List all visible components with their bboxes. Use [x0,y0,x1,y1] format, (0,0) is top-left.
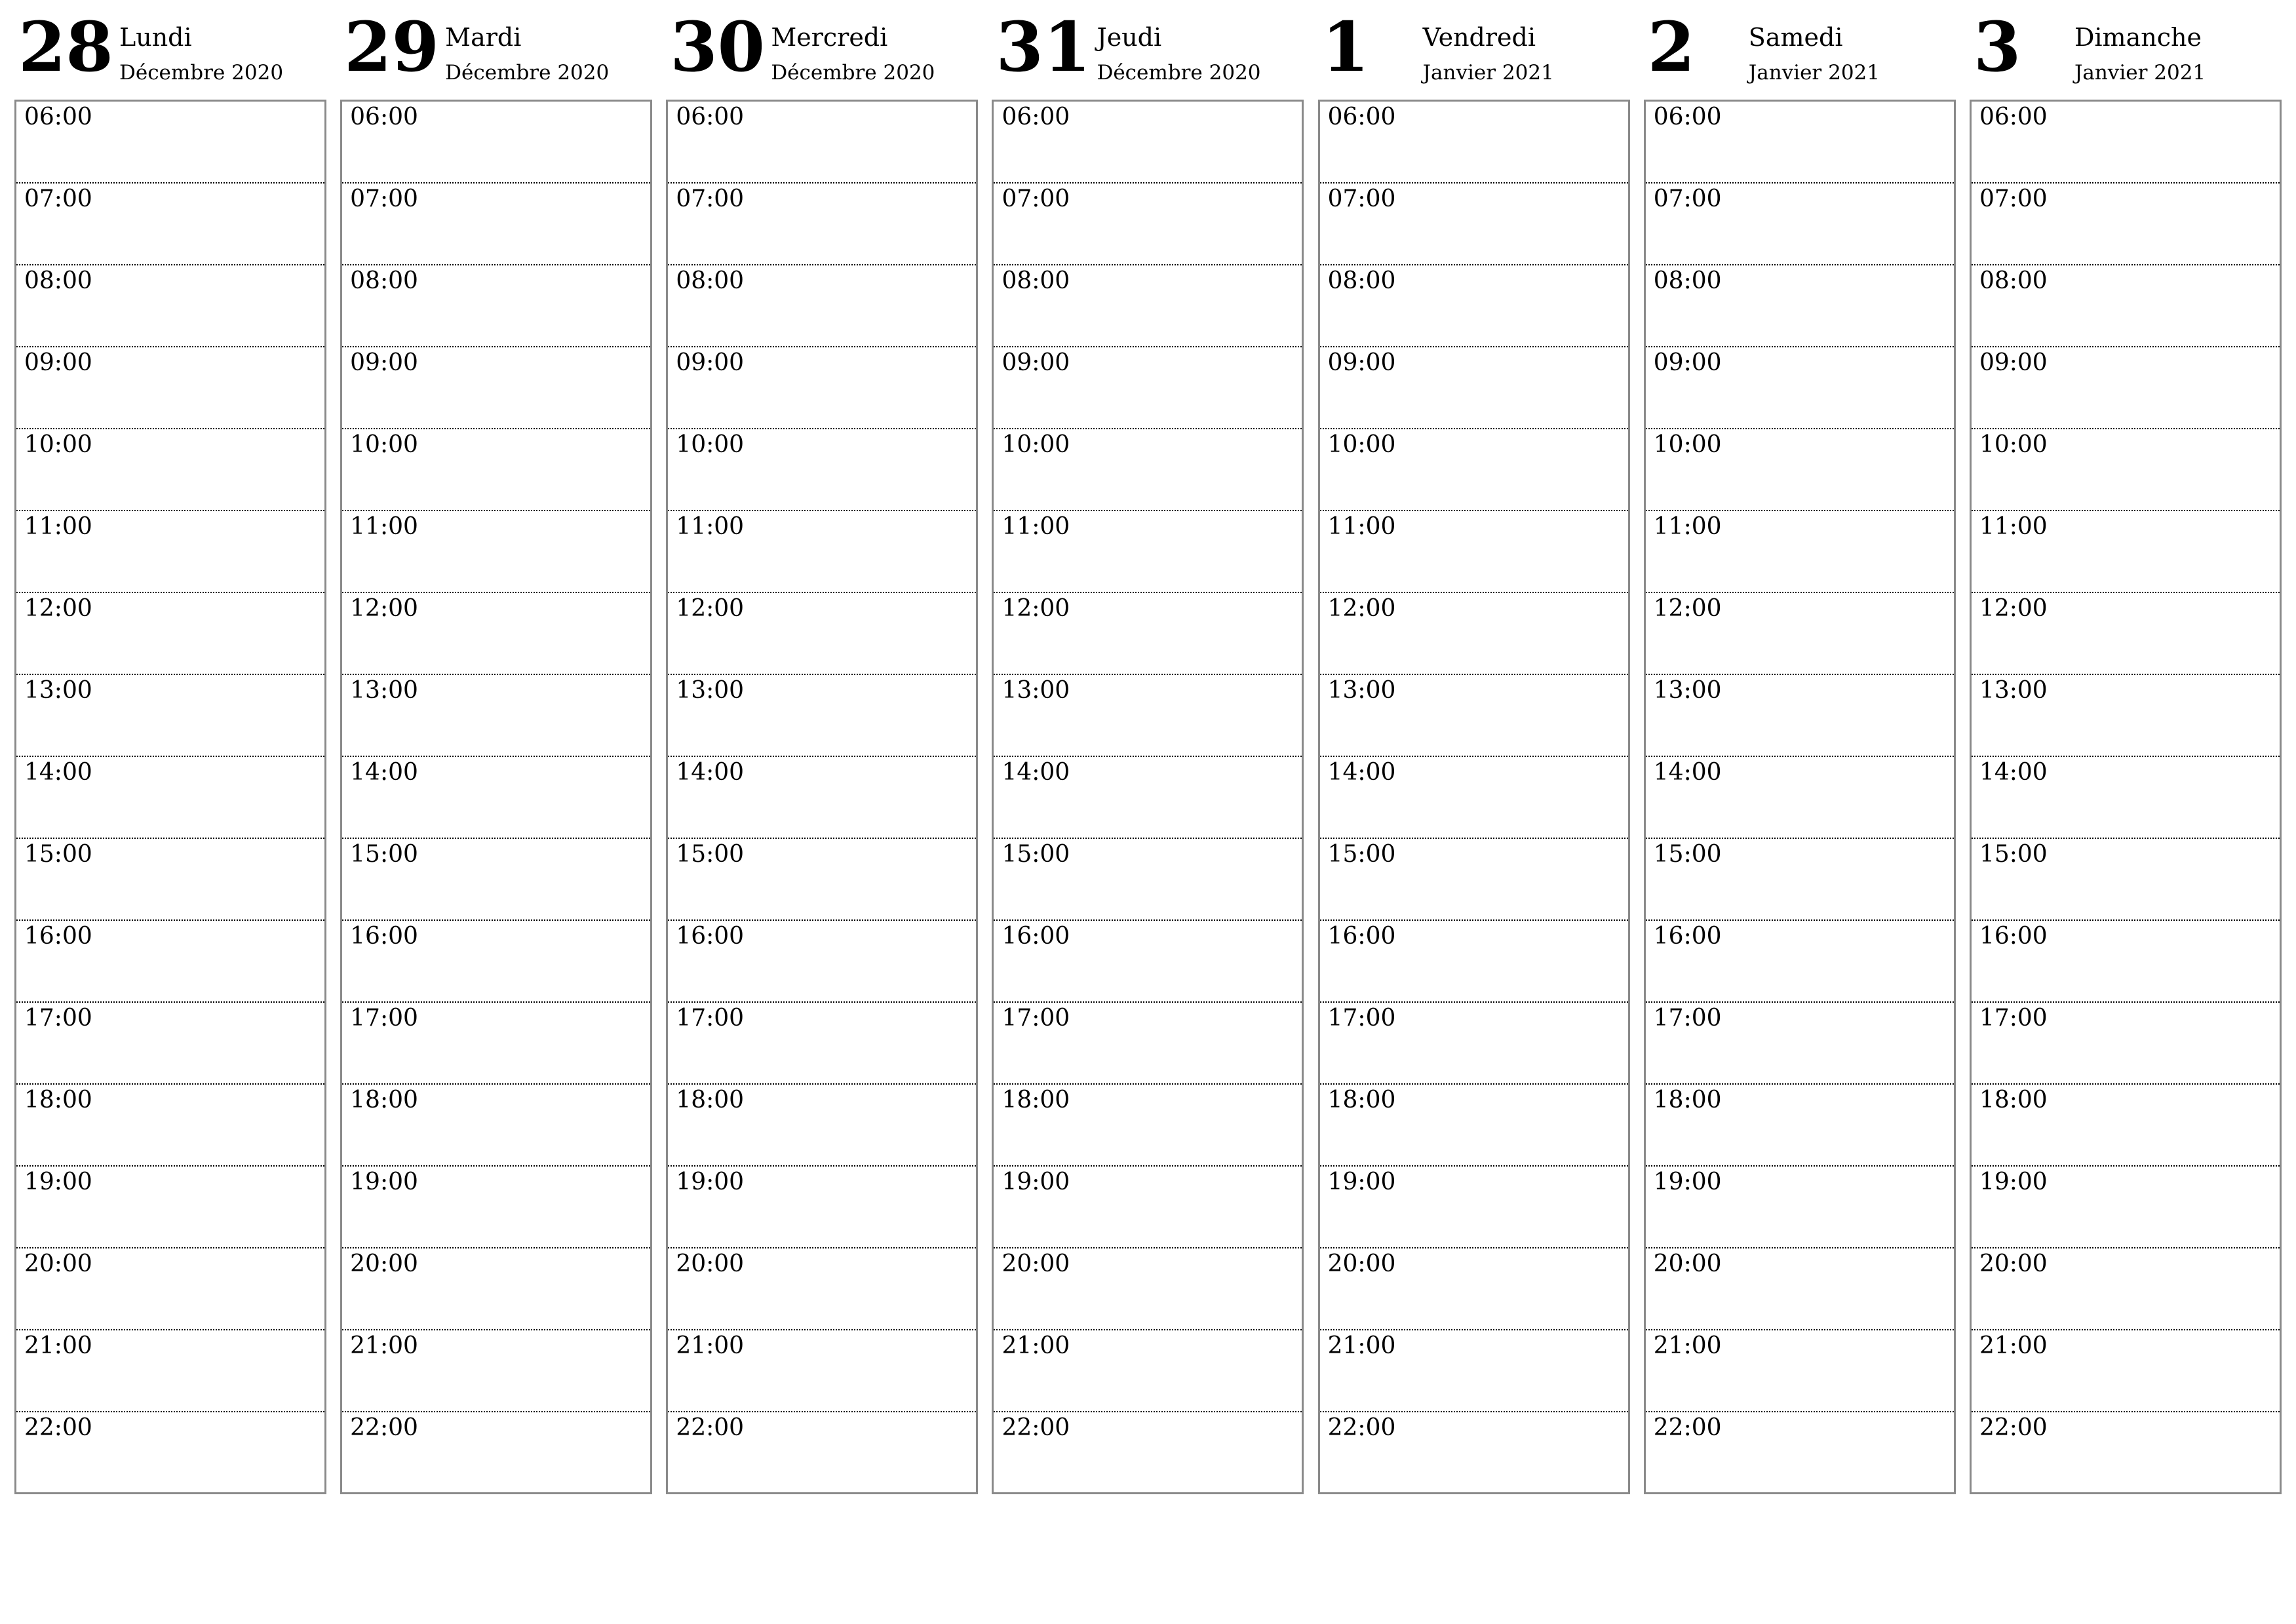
day-number: 30 [670,7,766,87]
hour-slot[interactable] [994,757,1302,839]
hour-slot[interactable] [994,1003,1302,1085]
hour-slot[interactable] [668,1330,976,1412]
hour-label: 06:00 [350,104,418,130]
hour-label: 11:00 [676,513,745,540]
hour-slot[interactable] [668,429,976,511]
hour-slot[interactable] [342,347,650,429]
hour-slot[interactable] [668,102,976,184]
day-column [666,0,978,1494]
day-name: Dimanche [2074,23,2202,52]
hour-slot[interactable] [668,511,976,593]
hour-slot[interactable] [668,1085,976,1167]
hour-slot[interactable] [1646,757,1954,839]
hour-label: 13:00 [1002,677,1070,704]
hour-label: 11:00 [1002,513,1070,540]
hour-label: 19:00 [1653,1169,1722,1195]
hour-slot[interactable] [16,839,324,921]
hour-slot[interactable] [1320,511,1628,593]
hour-slot[interactable] [668,921,976,1003]
hour-label: 15:00 [676,841,745,868]
hour-label: 20:00 [1979,1250,2048,1277]
hour-label: 09:00 [24,349,92,376]
hour-label: 11:00 [350,513,418,540]
hour-label: 06:00 [1002,104,1070,130]
hour-slot[interactable] [16,593,324,675]
month-year: Décembre 2020 [771,61,935,85]
hour-slot[interactable] [1646,1412,1954,1494]
hour-slot[interactable] [1646,675,1954,757]
day-header [14,0,326,100]
hour-label: 14:00 [350,759,418,786]
hour-label: 15:00 [1979,841,2048,868]
hour-slot[interactable] [994,921,1302,1003]
day-name: Mercredi [771,23,888,52]
hour-slot[interactable] [16,347,324,429]
hour-slot[interactable] [1646,102,1954,184]
hour-slot[interactable] [1646,1330,1954,1412]
hours-box [14,100,326,1494]
hour-slot[interactable] [994,593,1302,675]
hour-label: 11:00 [24,513,92,540]
hour-label: 19:00 [350,1169,418,1195]
hour-slot[interactable] [1972,1330,2280,1412]
day-column [14,0,326,1494]
hour-slot[interactable] [1646,839,1954,921]
hour-slot[interactable] [1320,1085,1628,1167]
hour-slot[interactable] [668,184,976,265]
hour-label: 21:00 [24,1332,92,1359]
day-name: Jeudi [1097,23,1162,52]
hour-slot[interactable] [668,1167,976,1248]
hour-slot[interactable] [16,1330,324,1412]
hour-label: 15:00 [1327,841,1396,868]
hour-slot[interactable] [1646,1003,1954,1085]
hour-label: 13:00 [1327,677,1396,704]
hour-slot[interactable] [668,593,976,675]
hour-slot[interactable] [1972,1167,2280,1248]
hour-label: 14:00 [1002,759,1070,786]
day-number: 29 [344,7,439,87]
hour-slot[interactable] [1646,511,1954,593]
hour-label: 06:00 [1653,104,1722,130]
hour-label: 07:00 [1653,185,1722,212]
hours-box [666,100,978,1494]
day-column [992,0,1304,1494]
hour-slot[interactable] [994,1167,1302,1248]
hour-label: 15:00 [1002,841,1070,868]
hours-box [1644,100,1956,1494]
hour-label: 09:00 [1002,349,1070,376]
hour-slot[interactable] [668,265,976,347]
day-header [1644,0,1956,100]
hour-label: 18:00 [1327,1087,1396,1113]
month-year: Décembre 2020 [1097,61,1261,85]
hour-label: 21:00 [1653,1332,1722,1359]
hour-slot[interactable] [342,839,650,921]
day-number: 2 [1647,7,1696,87]
hour-slot[interactable] [342,184,650,265]
hour-slot[interactable] [994,265,1302,347]
hour-slot[interactable] [1972,1085,2280,1167]
hour-label: 22:00 [24,1414,92,1441]
hour-label: 11:00 [1653,513,1722,540]
hour-slot[interactable] [342,1003,650,1085]
hour-label: 22:00 [1002,1414,1070,1441]
hour-label: 06:00 [24,104,92,130]
hour-slot[interactable] [16,1248,324,1330]
hour-label: 17:00 [1327,1005,1396,1032]
hour-slot[interactable] [1972,511,2280,593]
hour-slot[interactable] [1320,102,1628,184]
month-year: Décembre 2020 [445,61,610,85]
hour-label: 21:00 [1327,1332,1396,1359]
hour-slot[interactable] [1320,347,1628,429]
day-name: Mardi [445,23,522,52]
hour-slot[interactable] [1646,184,1954,265]
hour-slot[interactable] [994,1330,1302,1412]
day-header [666,0,978,100]
hour-label: 16:00 [1979,923,2048,950]
hour-slot[interactable] [1320,429,1628,511]
hour-label: 17:00 [1979,1005,2048,1032]
hour-label: 11:00 [1979,513,2048,540]
hour-label: 10:00 [676,431,745,458]
hour-label: 09:00 [1653,349,1722,376]
hour-label: 18:00 [24,1087,92,1113]
hours-box [340,100,652,1494]
hour-slot[interactable] [994,839,1302,921]
hour-label: 09:00 [676,349,745,376]
day-header [340,0,652,100]
hour-label: 08:00 [1327,267,1396,294]
hour-label: 21:00 [1979,1332,2048,1359]
hour-slot[interactable] [342,1167,650,1248]
hour-label: 16:00 [24,923,92,950]
hour-slot[interactable] [1972,184,2280,265]
hour-label: 14:00 [1979,759,2048,786]
hour-label: 22:00 [676,1414,745,1441]
hour-label: 19:00 [24,1169,92,1195]
hour-label: 13:00 [24,677,92,704]
hour-slot[interactable] [994,1412,1302,1494]
hour-label: 10:00 [1979,431,2048,458]
hour-slot[interactable] [1972,265,2280,347]
hour-slot[interactable] [994,1085,1302,1167]
hour-label: 08:00 [24,267,92,294]
hour-slot[interactable] [1320,757,1628,839]
hours-box [992,100,1304,1494]
hour-slot[interactable] [1320,1412,1628,1494]
hour-label: 14:00 [1653,759,1722,786]
hour-slot[interactable] [668,675,976,757]
weekly-planner [14,0,2282,1494]
hour-label: 14:00 [24,759,92,786]
hour-label: 12:00 [1327,595,1396,622]
hour-slot[interactable] [1646,429,1954,511]
hour-slot[interactable] [1646,1167,1954,1248]
hour-label: 18:00 [1979,1087,2048,1113]
hour-label: 17:00 [676,1005,745,1032]
hour-label: 08:00 [1979,267,2048,294]
hour-label: 13:00 [1979,677,2048,704]
day-column [1318,0,1630,1494]
hour-label: 20:00 [1327,1250,1396,1277]
hour-slot[interactable] [1646,921,1954,1003]
hour-label: 16:00 [1653,923,1722,950]
hour-slot[interactable] [1646,1085,1954,1167]
hour-label: 06:00 [1327,104,1396,130]
hour-slot[interactable] [1320,839,1628,921]
day-name: Lundi [119,23,192,52]
hour-slot[interactable] [1972,675,2280,757]
hour-slot[interactable] [342,429,650,511]
hour-label: 10:00 [24,431,92,458]
hour-label: 14:00 [1327,759,1396,786]
day-header [992,0,1304,100]
hour-slot[interactable] [16,757,324,839]
hour-slot[interactable] [668,757,976,839]
hour-slot[interactable] [16,1085,324,1167]
hour-label: 12:00 [1979,595,2048,622]
hour-label: 16:00 [1327,923,1396,950]
hour-slot[interactable] [1972,921,2280,1003]
hour-label: 07:00 [24,185,92,212]
hour-slot[interactable] [342,757,650,839]
hour-slot[interactable] [1972,1003,2280,1085]
hour-label: 07:00 [1979,185,2048,212]
hour-label: 22:00 [1653,1414,1722,1441]
hour-label: 15:00 [24,841,92,868]
month-year: Décembre 2020 [119,61,284,85]
hour-label: 06:00 [676,104,745,130]
hour-slot[interactable] [994,429,1302,511]
hour-label: 09:00 [350,349,418,376]
hour-label: 20:00 [350,1250,418,1277]
hour-slot[interactable] [16,429,324,511]
hour-slot[interactable] [342,921,650,1003]
hour-slot[interactable] [1972,429,2280,511]
hour-label: 16:00 [676,923,745,950]
hour-label: 18:00 [1002,1087,1070,1113]
hour-slot[interactable] [1320,1330,1628,1412]
hour-label: 22:00 [1979,1414,2048,1441]
hour-label: 22:00 [350,1414,418,1441]
month-year: Janvier 2021 [1422,61,1554,85]
hour-slot[interactable] [1972,347,2280,429]
hour-slot[interactable] [1972,1412,2280,1494]
hour-slot[interactable] [1320,1248,1628,1330]
day-column [1644,0,1956,1494]
hour-label: 13:00 [676,677,745,704]
hour-slot[interactable] [342,511,650,593]
hour-slot[interactable] [994,347,1302,429]
hour-label: 07:00 [350,185,418,212]
hour-label: 18:00 [350,1087,418,1113]
month-year: Janvier 2021 [2074,61,2206,85]
hour-slot[interactable] [1320,1003,1628,1085]
hour-label: 07:00 [1002,185,1070,212]
hour-label: 18:00 [676,1087,745,1113]
hour-slot[interactable] [1972,102,2280,184]
hour-slot[interactable] [1972,839,2280,921]
hour-slot[interactable] [994,675,1302,757]
hour-label: 08:00 [1002,267,1070,294]
hour-label: 12:00 [1002,595,1070,622]
hour-slot[interactable] [16,102,324,184]
hour-slot[interactable] [668,839,976,921]
hour-slot[interactable] [342,1248,650,1330]
hour-label: 16:00 [1002,923,1070,950]
month-year: Janvier 2021 [1748,61,1880,85]
hour-label: 17:00 [350,1005,418,1032]
day-number: 1 [1321,7,1369,87]
hour-slot[interactable] [994,184,1302,265]
hour-label: 19:00 [1327,1169,1396,1195]
hour-label: 21:00 [1002,1332,1070,1359]
hour-slot[interactable] [16,921,324,1003]
hour-label: 10:00 [350,431,418,458]
hour-label: 21:00 [676,1332,745,1359]
hour-label: 13:00 [1653,677,1722,704]
hour-label: 20:00 [1002,1250,1070,1277]
hour-slot[interactable] [342,1330,650,1412]
hour-slot[interactable] [1320,184,1628,265]
day-number: 28 [18,7,113,87]
hour-label: 17:00 [1002,1005,1070,1032]
hour-slot[interactable] [1972,1248,2280,1330]
hour-label: 07:00 [1327,185,1396,212]
hour-label: 13:00 [350,677,418,704]
hour-slot[interactable] [1646,1248,1954,1330]
day-column [1970,0,2282,1494]
day-header [1970,0,2282,100]
hour-slot[interactable] [1972,757,2280,839]
hour-label: 20:00 [1653,1250,1722,1277]
hour-slot[interactable] [16,511,324,593]
hour-label: 09:00 [1327,349,1396,376]
hour-slot[interactable] [342,593,650,675]
hour-slot[interactable] [668,1248,976,1330]
hour-slot[interactable] [16,1412,324,1494]
hour-slot[interactable] [342,265,650,347]
hour-slot[interactable] [342,1412,650,1494]
hour-label: 06:00 [1979,104,2048,130]
hour-label: 10:00 [1002,431,1070,458]
hour-label: 14:00 [676,759,745,786]
hour-label: 20:00 [24,1250,92,1277]
hour-slot[interactable] [1646,593,1954,675]
hour-slot[interactable] [1320,1167,1628,1248]
hour-slot[interactable] [16,1003,324,1085]
hour-slot[interactable] [1320,265,1628,347]
hour-slot[interactable] [994,1248,1302,1330]
hour-slot[interactable] [1972,593,2280,675]
hour-slot[interactable] [16,265,324,347]
hour-slot[interactable] [16,1167,324,1248]
hour-slot[interactable] [342,102,650,184]
day-number: 31 [996,7,1091,87]
hours-box [1318,100,1630,1494]
hour-slot[interactable] [668,1003,976,1085]
hour-slot[interactable] [1320,675,1628,757]
hour-label: 11:00 [1327,513,1396,540]
hour-label: 16:00 [350,923,418,950]
hour-slot[interactable] [16,675,324,757]
hour-label: 15:00 [1653,841,1722,868]
hour-slot[interactable] [342,675,650,757]
day-number: 3 [1973,7,2021,87]
hour-slot[interactable] [16,184,324,265]
hour-slot[interactable] [1320,921,1628,1003]
hour-label: 09:00 [1979,349,2048,376]
hour-slot[interactable] [994,511,1302,593]
hour-label: 20:00 [676,1250,745,1277]
hour-label: 19:00 [1002,1169,1070,1195]
hour-label: 18:00 [1653,1087,1722,1113]
hour-label: 22:00 [1327,1414,1396,1441]
hour-slot[interactable] [994,102,1302,184]
hour-slot[interactable] [342,1085,650,1167]
hour-label: 12:00 [24,595,92,622]
hour-label: 17:00 [24,1005,92,1032]
hour-label: 07:00 [676,185,745,212]
hour-label: 12:00 [676,595,745,622]
hour-label: 21:00 [350,1332,418,1359]
hour-slot[interactable] [668,1412,976,1494]
hour-label: 12:00 [1653,595,1722,622]
hour-label: 08:00 [676,267,745,294]
hour-slot[interactable] [1646,265,1954,347]
hour-label: 17:00 [1653,1005,1722,1032]
hour-label: 15:00 [350,841,418,868]
hour-label: 12:00 [350,595,418,622]
hour-label: 10:00 [1653,431,1722,458]
day-name: Samedi [1748,23,1843,52]
hour-slot[interactable] [668,347,976,429]
hour-label: 19:00 [676,1169,745,1195]
day-name: Vendredi [1422,23,1536,52]
hour-slot[interactable] [1646,347,1954,429]
hour-label: 19:00 [1979,1169,2048,1195]
hour-slot[interactable] [1320,593,1628,675]
day-header [1318,0,1630,100]
hour-label: 08:00 [1653,267,1722,294]
hour-label: 10:00 [1327,431,1396,458]
day-column [340,0,652,1494]
hour-label: 08:00 [350,267,418,294]
hours-box [1970,100,2282,1494]
